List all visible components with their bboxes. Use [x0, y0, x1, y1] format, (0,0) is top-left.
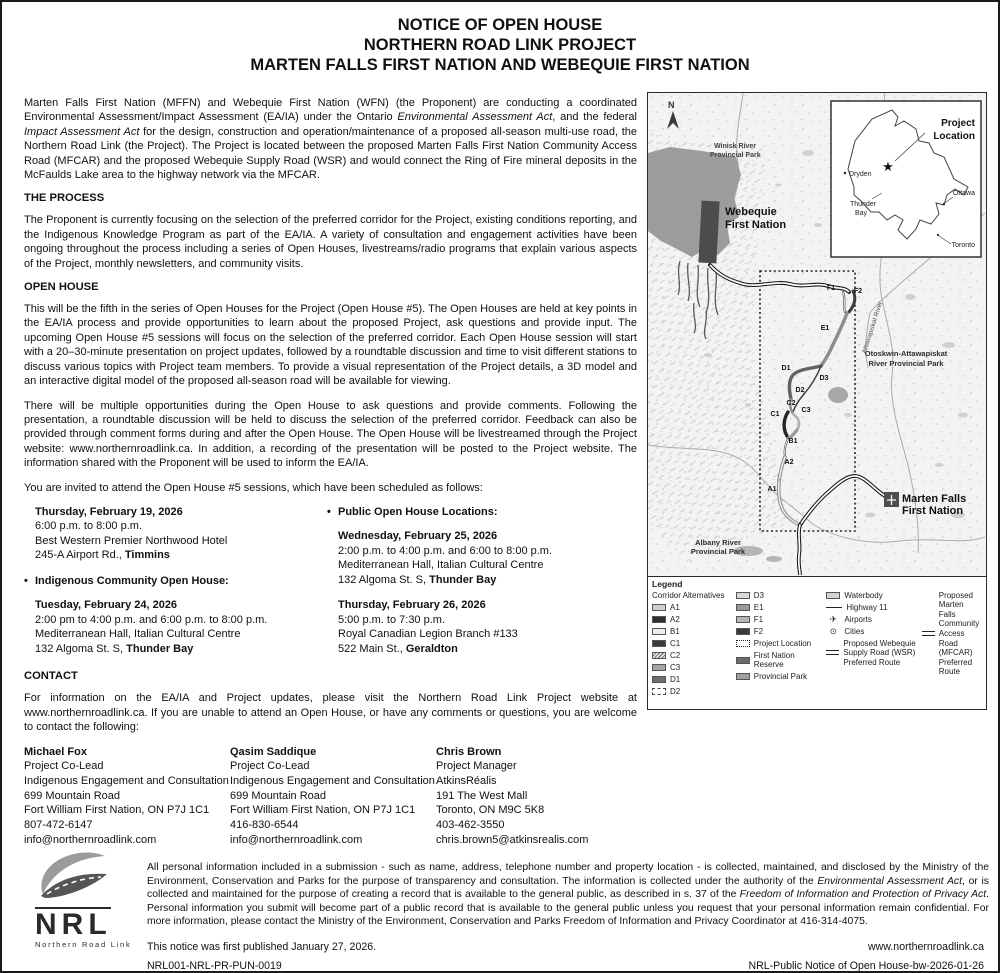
session-address: [338, 642, 630, 657]
session-venue: Royal Canadian Legion Branch #133: [338, 628, 518, 641]
contact-cards: [24, 745, 637, 848]
legend-item-d2: [652, 687, 731, 697]
legend-label: C3: [670, 663, 681, 673]
contact-role: Project Manager: [436, 760, 517, 773]
session-street: 132 Algoma St. S,: [338, 573, 430, 586]
session-address: [338, 573, 630, 588]
legend-item-a1: [652, 603, 731, 613]
legend-item-d1: [652, 675, 731, 685]
label-c2: C2: [786, 400, 796, 407]
contact-phone: 403-462-3550: [436, 819, 505, 832]
open-house-heading: OPEN HOUSE: [24, 281, 99, 294]
title-line-1: NOTICE OF OPEN HOUSE: [397, 16, 603, 34]
contact-street: 699 Mountain Road: [230, 789, 327, 802]
intro-seg1: Marten Falls First Nation (MFFN) and Webequie First Nation (WFN) (the Proponent) are conducting a coordinated Environmental Assessment/Impact Assessment (EA/IA) under the Ontario: [24, 97, 637, 124]
swatch-a2: [652, 616, 666, 623]
bullet-glyph: •: [24, 574, 28, 587]
session-time: 5:00 p.m. to 7:30 p.m.: [338, 613, 446, 626]
legend-item-d3: [736, 591, 822, 601]
legend-col-corridors-1: [652, 591, 731, 699]
toronto-dot: [937, 234, 939, 236]
session-time: 6:00 p.m. to 8:00 p.m.: [35, 520, 143, 533]
swatch-project-location: [736, 640, 750, 647]
legend-columns: [652, 591, 982, 699]
webequie-reserve-core: [698, 201, 719, 264]
swatch-d2: [652, 688, 666, 695]
legend-item-waterbody: [826, 591, 916, 601]
legend-label: C1: [670, 639, 681, 649]
legend-item-f1: [736, 615, 822, 625]
swatch-provincial-park: [736, 673, 750, 680]
legend-item-c1: [652, 639, 731, 649]
otoskwin-park-label-1: Otoskwin-Attawapiskat: [864, 349, 948, 358]
nrl-logo: [35, 844, 145, 949]
project-location-star-icon: ★: [882, 159, 894, 174]
legend-col-features: [826, 591, 916, 699]
session-venue: Best Western Premier Northwood Hotel: [35, 534, 228, 547]
session-city: Timmins: [124, 549, 170, 562]
disclaimer-seg1: All personal information included in a submission - such as name, address, telephone number and property location - is collected, maintained, and disclosed by the Ministry of the Environment, Conservation and Parks for the purpose of transparency and consultation. The information is collected under the authority of the: [147, 862, 989, 887]
swatch-waterbody: [826, 592, 840, 599]
contact-city: Fort William First Nation, ON P7J 1C1: [230, 804, 416, 817]
winisk-park-label-2: Provincial Park: [710, 152, 761, 159]
session-address: [35, 642, 327, 657]
legend-item-highway-11: [826, 603, 916, 613]
session-date: Tuesday, February 24, 2026: [35, 599, 178, 612]
road-swoosh-icon: [35, 844, 113, 900]
label-a2: A2: [784, 459, 794, 466]
footer-row-2: [147, 960, 984, 972]
corridor-alternatives-header: Corridor Alternatives: [652, 590, 725, 600]
legend-label: Cities: [844, 626, 865, 636]
session-date: Thursday, February 19, 2026: [35, 505, 183, 518]
disclaimer-act1: Environmental Assessment Act: [817, 875, 962, 887]
session-thunder-bay-2: [338, 529, 630, 587]
marten-falls-label-1: Marten Falls: [902, 493, 967, 505]
footer-row-1: [147, 941, 984, 953]
contact-name: Michael Fox: [24, 745, 87, 758]
label-d3: D3: [819, 375, 829, 382]
logo-name: Northern Road Link: [35, 940, 132, 949]
legend-item-a2: [652, 615, 731, 625]
legend-item-cities: [826, 627, 916, 637]
legend-col-corridors-2: [736, 591, 822, 699]
session-street: 132 Algoma St. S,: [35, 642, 127, 655]
north-label: N: [668, 100, 675, 110]
contact-heading: CONTACT: [24, 670, 78, 683]
bullet-glyph: •: [327, 505, 331, 518]
double-line-icon: [922, 631, 935, 636]
intro-seg3: for the design, construction and operation/maintenance of a proposed all-season multi-use road, the Northern Road Link (the Project). The Project is located between the proposed Marten Falls First Nation Community Access Road (MFCAR) and the proposed Webequie Supply Road (WSR) and would connect the Ring of Fire mineral deposits in the McFaulds Lake area to the highway network via the MFCAR.: [24, 125, 637, 182]
project-map-panel: [647, 92, 987, 710]
invite-line: You are invited to attend the Open House #5 sessions, which have been scheduled as follows:: [24, 481, 483, 494]
contact-org: Indigenous Engagement and Consultation: [24, 775, 229, 788]
contact-street: 699 Mountain Road: [24, 789, 121, 802]
legend-item-c3: [652, 663, 731, 673]
logo-abbr: NRL: [35, 908, 112, 941]
session-timmins: [35, 505, 327, 563]
ottawa-dot: [943, 203, 945, 205]
schedule-right-column: [327, 505, 630, 668]
contact-email: info@northernroadlink.com: [230, 833, 363, 846]
thunder-bay-label-2: Bay: [854, 210, 868, 217]
webequie-reserve-shape: [648, 147, 741, 257]
legend-label: Airports: [844, 614, 872, 624]
legend-label: Provincial Park: [753, 672, 808, 682]
albany-park-label-2: Provincial Park: [690, 547, 746, 556]
intro-paragraph: [24, 96, 637, 182]
contact-role: Project Co-Lead: [24, 760, 104, 773]
swatch-e1: [736, 604, 750, 611]
otoskwin-park-label-2: River Provincial Park: [868, 359, 944, 368]
contact-org: Indigenous Engagement and Consultation: [230, 775, 435, 788]
legend-title: Legend: [652, 579, 683, 589]
swatch-c3: [652, 664, 666, 671]
inset-map: [831, 101, 981, 257]
legend-label: A2: [670, 615, 680, 625]
legend-label: D3: [753, 590, 764, 600]
open-house-paragraph-2: There will be multiple opportunities during the Open House to ask questions and provide comments. Following the presentation, a roundtable discussion will be held to discuss the selection of the preferred corridor. Feedback can also be provided through comment forms during and after the Open House. The Open House will be livestreamed through the Project website: www.northernroadlink.ca. In addition, a recording of the presentation will be posted to the Project website. The information shared with the Proponent will be used to inform the EA/IA.: [24, 399, 637, 470]
contact-email: info@northernroadlink.com: [24, 833, 157, 846]
legend-label: F1: [753, 614, 764, 624]
disclaimer-seg2: , or is collected and maintained for the purpose of creating a record that is available to the general public, as described in s. 37 of the: [147, 875, 989, 901]
label-b1: B1: [788, 438, 798, 445]
label-a1: A1: [767, 486, 777, 493]
legend-label: C2: [670, 651, 681, 661]
disclaimer-act2: Freedom of Information and Protection of Privacy Act: [739, 889, 987, 901]
contact-street: 191 The West Mall: [436, 789, 528, 802]
process-heading: THE PROCESS: [24, 192, 105, 205]
swatch-d3: [736, 592, 750, 599]
swatch-a1: [652, 604, 666, 611]
contact-phone: 416-830-6544: [230, 819, 299, 832]
label-f2: F2: [853, 288, 863, 295]
session-date: Wednesday, February 25, 2026: [338, 530, 498, 543]
notice-reference: NRL-Public Notice of Open House-bw-2026-01-26: [748, 960, 984, 972]
session-street: 522 Main St.,: [338, 642, 406, 655]
main-text-column: [24, 96, 637, 848]
inset-title-1: Project: [941, 118, 975, 129]
legend-label: F2: [753, 626, 764, 636]
legend-item-airports: [826, 615, 916, 625]
session-time: 2:00 p.m. to 4:00 p.m. and 6:00 to 8:00 p.m.: [338, 544, 553, 557]
legend-label: Proposed Marten Falls Community Access Road (MFCAR) Preferred Route: [938, 590, 980, 677]
contact-role: Project Co-Lead: [230, 760, 310, 773]
legend-item-c2: [652, 651, 731, 661]
disclaimer-seg3: . Personal information you submit will become part of a public record that is available to the general public unless you request that your personal information remain confidential. For more information, please contact the Ministry of the Environment, Conservation and Parks Freedom of Information and Privacy Coordinator at 416-314-4075.: [147, 889, 990, 928]
label-e1: E1: [820, 325, 830, 332]
session-city: Thunder Bay: [126, 642, 194, 655]
privacy-disclaimer: [147, 861, 989, 929]
website-url: www.northernroadlink.ca: [868, 941, 984, 953]
dryden-label: Dryden: [849, 171, 872, 178]
session-geraldton: [338, 598, 630, 656]
session-time: 2:00 pm to 4:00 p.m. and 6:00 p.m. to 8:00 p.m.: [35, 613, 268, 626]
swatch-f1: [736, 616, 750, 623]
swatch-b1: [652, 628, 666, 635]
legend-item-wsr-route: [826, 639, 916, 668]
albany-park-label-1: Albany River: [695, 538, 741, 547]
toronto-label: Toronto: [951, 242, 975, 249]
schedule-left-column: [24, 505, 327, 668]
contact-name: Qasim Saddique: [230, 745, 317, 758]
title-line-3: MARTEN FALLS FIRST NATION AND WEBEQUIE FIRST NATION: [250, 56, 750, 74]
legend-item-f2: [736, 627, 822, 637]
contact-card-michael-fox: [24, 745, 230, 848]
legend-label: B1: [670, 627, 680, 637]
attawapiskat-river-label: Attawapiskat River: [860, 300, 885, 355]
indigenous-open-house-label: Indigenous Community Open House:: [35, 574, 229, 587]
swatch-c1: [652, 640, 666, 647]
intro-seg2: , and the federal: [552, 111, 637, 124]
label-d1: D1: [781, 365, 791, 372]
title-line-2: NORTHERN ROAD LINK PROJECT: [363, 36, 637, 54]
intro-act2: Impact Assessment Act: [24, 125, 140, 138]
public-open-house-heading: [327, 505, 630, 520]
contact-city: Toronto, ON M9C 5K8: [436, 804, 545, 817]
thunder-bay-label-1: Thunder: [849, 201, 877, 208]
legend-label: D2: [670, 687, 681, 697]
ottawa-label: Ottawa: [952, 190, 975, 197]
legend-col-mfcar: [922, 591, 982, 699]
session-venue: Mediterranean Hall, Italian Cultural Centre: [338, 559, 544, 572]
swatch-first-nation-reserve: [736, 657, 750, 664]
schedule: [24, 505, 637, 668]
legend-label: Proposed Webequie Supply Road (WSR) Preferred Route: [843, 638, 916, 667]
webequie-label-2: First Nation: [725, 219, 787, 231]
published-date: This notice was first published January 27, 2026.: [147, 941, 377, 953]
swatch-f2: [736, 628, 750, 635]
winisk-park-label-1: Winisk River: [714, 143, 756, 150]
legend-label: D1: [670, 675, 681, 685]
legend-item-b1: [652, 627, 731, 637]
legend-label: E1: [753, 602, 764, 612]
public-open-house-label: Public Open House Locations:: [338, 505, 498, 518]
session-street: 245-A Airport Rd.,: [35, 549, 125, 562]
airport-icon: ✈: [829, 613, 837, 624]
open-house-paragraph-1: This will be the fifth in the series of Open Houses for the Project (Open House #5). The Open Houses are held at key points in the EA/IA process and provide opportunities to learn about the proposed Project, ask questions and provide input. The upcoming Open House #5 sessions will focus on the selection of the preferred corridor. Each Open House session will start with a 20–30-minute presentation on project updates, followed by a roundtable discussion and time to visit different stations to discuss various topics with Project team members. To provide a visual representation of the Project details, a 3D model and an interactive digital model of the proposed all-season road will be available for viewing.: [24, 303, 637, 388]
session-city: Thunder Bay: [429, 573, 497, 586]
indigenous-open-house-heading: [24, 574, 327, 589]
contact-paragraph: For information on the EA/IA and Project updates, please visit the Northern Road Link Project website at www.northernroadlink.ca. If you are unable to attend an Open House, or have any comments or questions, you are welcome to contact the following:: [24, 692, 637, 734]
label-c1: C1: [770, 411, 780, 418]
legend-item-project-location: [736, 639, 822, 649]
marten-falls-label-2: First Nation: [902, 505, 964, 517]
contact-card-qasim-saddique: [230, 745, 436, 848]
contact-name: Chris Brown: [436, 745, 502, 758]
legend-label: Waterbody: [844, 590, 883, 600]
inset-title-2: Location: [933, 131, 975, 142]
intro-act1: Environmental Assessment Act: [397, 111, 553, 124]
webequie-label-1: Webequie: [725, 206, 777, 218]
contact-phone: 807-472-6147: [24, 819, 93, 832]
session-address: [35, 548, 327, 563]
legend-label: First Nation Reserve: [753, 650, 795, 670]
swatch-d1: [652, 676, 666, 683]
page-title: [2, 15, 998, 75]
legend-label: A1: [670, 603, 680, 613]
label-c3: C3: [801, 407, 811, 414]
session-date: Thursday, February 26, 2026: [338, 599, 486, 612]
city-icon: ⊙: [829, 625, 837, 636]
contact-email: chris.brown5@atkinsrealis.com: [436, 833, 589, 846]
contact-card-chris-brown: [436, 745, 634, 848]
swatch-c2: [652, 652, 666, 659]
dryden-dot: [844, 172, 847, 175]
label-d2: D2: [795, 387, 805, 394]
map-legend: [648, 576, 986, 709]
legend-item-provincial-park: [736, 672, 822, 682]
highway-line-icon: [826, 607, 842, 608]
legend-item-mfcar-route: [922, 591, 982, 677]
contact-org: AtkinsRéalis: [436, 775, 497, 788]
project-map: [648, 93, 985, 575]
process-paragraph: The Proponent is currently focusing on the selection of the preferred corridor for the Project, existing conditions reporting, and the Indigenous Knowledge Program as part of the EA/IA. A variety of consultation and engagement activities have been ongoing throughout the process including a series of Open Houses, livestreams/radio programs that explain various aspects of the Project, monthly newsletters, and community visits.: [24, 214, 637, 270]
legend-label: Highway 11: [846, 602, 888, 612]
session-city: Geraldton: [405, 642, 458, 655]
session-venue: Mediterranean Hall, Italian Cultural Centre: [35, 628, 241, 641]
document-number: NRL001-NRL-PR-PUN-0019: [147, 960, 282, 972]
contact-city: Fort William First Nation, ON P7J 1C1: [24, 804, 210, 817]
legend-item-e1: [736, 603, 822, 613]
legend-label: Project Location: [753, 638, 812, 648]
double-line-icon: [826, 650, 839, 655]
session-thunder-bay-1: [35, 598, 327, 656]
label-f1: F1: [826, 285, 836, 292]
legend-item-first-nation-reserve: [736, 651, 822, 670]
